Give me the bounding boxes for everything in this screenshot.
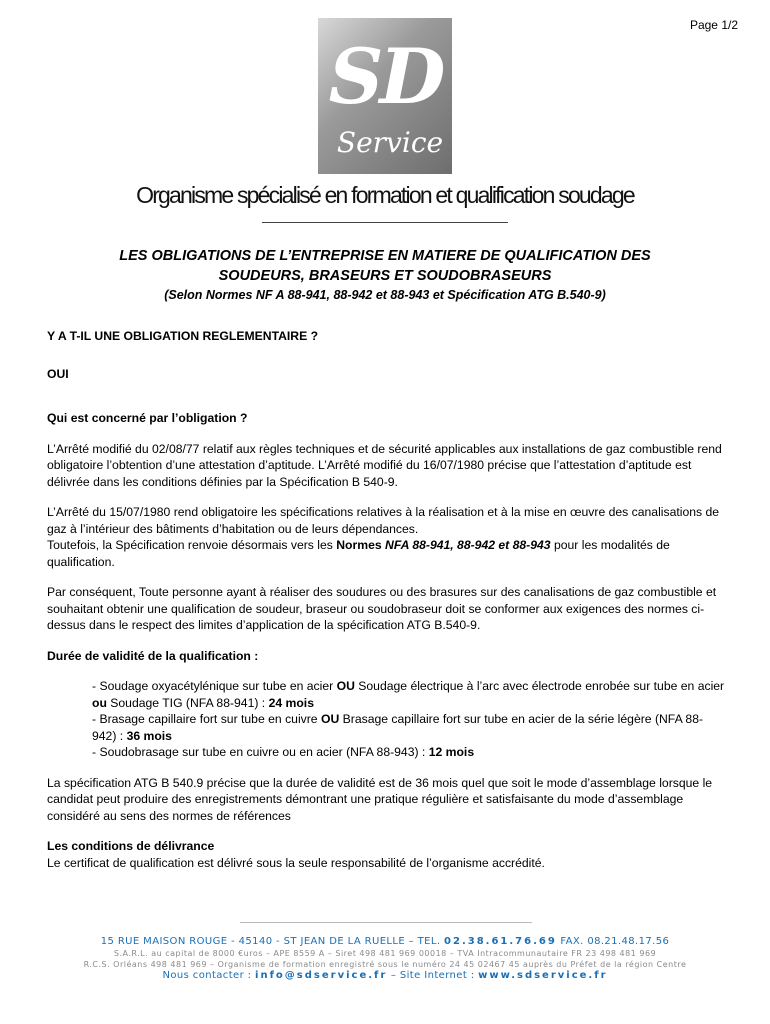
paragraph-delivery: Le certificat de qualification est délivré sous la seule responsabilité de l’organisme accrédité. (47, 855, 545, 870)
document-body (47, 328, 727, 871)
website-link[interactable]: www.sdservice.fr (478, 970, 608, 981)
footer-contact: Nous contacter : info@sdservice.fr – Site Internet : www.sdservice.fr (162, 970, 608, 981)
footer-legal-1: S.A.R.L. au capital de 8000 €uros – APE 8559 A – Siret 498 481 969 00018 – TVA Intracommunautaire FR 23 498 481 969 (113, 949, 657, 958)
footer-legal-2: R.C.S. Orléans 498 481 969 – Organisme de formation enregistré sous le numéro 24 45 02467 45 auprès du Préfet de la région Centre (83, 960, 687, 969)
paragraph-specification: La spécification ATG B 540.9 précise que la durée de validité est de 36 mois quel que soit le mode d’assemblage lorsque le candidat peut produire des enregistrements démontrant une pratique régulière et satisfaisante du mode d’assemblage considéré au sens des normes de références (47, 775, 713, 823)
organisation-subtitle: Organisme spécialisé en formation et qualification soudage (136, 182, 634, 208)
logo-word: Service (336, 126, 444, 159)
title-line-2: SOUDEURS, BRASEURS ET SOUDOBRASEURS (218, 268, 552, 284)
footer-address: 15 RUE MAISON ROUGE - 45140 - ST JEAN DE LA RUELLE – TEL. 02.38.61.76.69 FAX. 08.21.48.17.56 (100, 936, 670, 947)
footer-divider (240, 922, 532, 923)
fax-number: 08.21.48.17.56 (587, 936, 670, 947)
heading-delivery: Les conditions de délivrance (47, 839, 215, 853)
heading-validity: Durée de validité de la qualification : (47, 648, 259, 663)
norms-reference: (Selon Normes NF A 88-941, 88-942 et 88-943 et Spécification ATG B.540-9) (164, 288, 606, 302)
paragraph-arrete-1977: L’Arrêté modifié du 02/08/77 relatif aux règles techniques et de sécurité applicables aux installations de gaz combustible rend obligatoire l’obtention d’une attestation d’aptitude. L’Arrêté modifié du 16/07/1980 précise que l’attestation d’aptitude est délivrée dans les conditions définies par la Spécification B 540-9. (47, 441, 722, 489)
paragraph-toutefois: Toutefois, la Spécification renvoie désormais vers les Normes NFA 88-941, 88-942 et 88-943 pour les modalités de qualification. (47, 538, 670, 569)
paragraph-consequence: Par conséquent, Toute personne ayant à réaliser des soudures ou des brasures sur des canalisations de gaz combustible et souhaitant obtenir une qualification de soudeur, braseur ou soudobraseur doit se conformer aux exigences des normes ci-dessus dans le respect des limites d’application de la spécification ATG B.540-9. (47, 585, 717, 632)
list-item: - Soudage oxyacétylénique sur tube en acier OU Soudage électrique à l’arc avec électrode enrobée sur tube en acier ou Soudage TIG (NFA 88-941) : 24 mois (92, 679, 725, 710)
phone-number: 02.38.61.76.69 (444, 936, 557, 947)
validity-list (47, 678, 727, 761)
question-concerned: Qui est concerné par l’obligation ? (47, 411, 248, 425)
title-line-1: LES OBLIGATIONS DE L’ENTREPRISE EN MATIERE DE QUALIFICATION DES (119, 248, 651, 264)
list-item: - Soudobrasage sur tube en cuivre ou en acier (NFA 88-943) : 12 mois (92, 745, 475, 759)
subtitle-divider (262, 222, 508, 223)
logo-letters: SD (328, 32, 442, 121)
paragraph-arrete-1980: L’Arrêté du 15/07/1980 rend obligatoire les spécifications relatives à la réalisation et à la mise en œuvre des canalisations de gaz à l’intérieur des bâtiments d’habitation ou de leurs dépendances. (47, 505, 720, 536)
page-number: Page 1/2 (689, 18, 738, 32)
company-logo (318, 18, 452, 174)
email-link[interactable]: info@sdservice.fr (255, 970, 388, 981)
document-title (40, 246, 730, 286)
question-obligation: Y A T-IL UNE OBLIGATION REGLEMENTAIRE ? (47, 329, 319, 343)
list-item: - Brasage capillaire fort sur tube en cuivre OU Brasage capillaire fort sur tube en acier de la série légère (NFA 88-942) : 36 mois (92, 712, 704, 743)
answer-oui: OUI (47, 366, 69, 381)
